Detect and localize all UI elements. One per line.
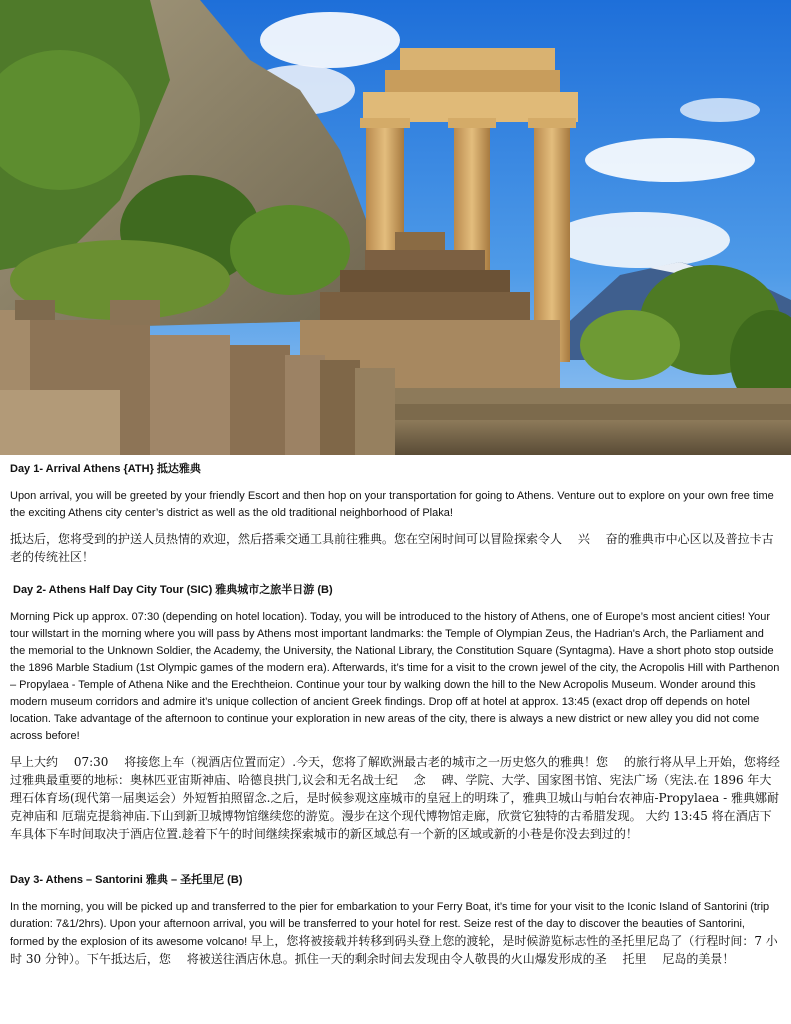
day-3-section	[10, 873, 782, 969]
day-1-title: Day 1- Arrival Athens {ATH} 抵达雅典	[10, 463, 201, 475]
day-3-title: Day 3- Athens – Santorini 雅典 – 圣托里尼 (B)	[10, 874, 243, 886]
day-1-english-text: Upon arrival, you will be greeted by your friendly Escort and then hop on your transportation for going to Athens. Venture out to explore on your own free time the exciting Athens city center’s district as well as the old traditional neighborhood of Plaka!	[10, 490, 774, 519]
day-2-chinese-text: 早上大约 07:30 将接您上车（视酒店位置而定）.今天，您将了解欧洲最古老的城市之一历史悠久的雅典！您 的旅行将从早上开始，您将经过雅典最重要的地标：奥林匹亚宙斯神庙、哈德良拱门,议会和无名战士纪 念 碑、学院、大学、国家图书馆、宪法广场（宪法.在 1896 年大理石体育场(现代第一届奥运会）外短暂拍照留念.之后，是时候参观这座城市的皇冠上的明珠了，雅典卫城山与帕台农神庙-Propylaea - 雅典娜耐克神庙和 厄瑞克提翁神庙.下山到新卫城博物馆继续您的游览。漫步在这个现代博物馆走廊，欣赏它独特的古希腊发现。 大约 13:45 将在酒店下车具体下车时间取决于酒店位置.趁着下午的时间继续探索城市的新区域总有一个新的区域或新的小巷是你没去到过的！	[10, 755, 780, 841]
day-3-chinese-text: 早上，您将被接载并转移到码头登上您的渡轮，是时候游览标志性的圣托里尼岛了（行程时间：7 小时 30 分钟）。下午抵达后，您 将被送往酒店休息。抓住一天的剩余时间去发现由令人敬畏的火山爆发形成的圣 托里 尼岛的美景！	[10, 934, 778, 966]
itinerary	[10, 458, 782, 969]
day-1-section	[10, 462, 782, 566]
hero-photo	[0, 0, 791, 455]
day-1-chinese-text: 抵达后，您将受到的护送人员热情的欢迎，然后搭乘交通工具前往雅典。您在空闲时间可以冒险探索令人 兴 奋的雅典市中心区以及普拉卡古老的传统社区！	[10, 532, 774, 564]
day-3-english-text: In the morning, you will be picked up and transferred to the pier for embarkation to your Ferry Boat, it’s time for your visit to the Iconic Island of Santorini (trip duration: 7&1/2hrs). Upon your afternoon arrival, you will be transferred to your hotel for rest. Seize rest of the day to discover the beauties of Santorini, formed by the explosion of its awesome volcano!	[10, 901, 770, 948]
day-2-section	[10, 583, 782, 843]
day-2-title: Day 2- Athens Half Day City Tour (SIC) 雅典城市之旅半日游 (B)	[13, 584, 333, 596]
day-3-text	[10, 899, 782, 969]
temple-of-athena-pronaia-photo	[0, 0, 791, 455]
day-2-english-text: Morning Pick up approx. 07:30 (depending on hotel location). Today, you will be introduced to the history of Athens, one of Europe’s most ancient cities! Your tour willstart in the morning where you will pass by Athens most important landmarks: the Temple of Olympian Zeus, the Hadrian's Arch, the Parliament and the memorial to the Unknown Soldier, the Academy, the University, the National Library, the Constitution Square (Syntagma). Have a short photo stop outside the 1896 Marble Stadium (1st Olympic games of the modern era). Afterwards, it’s time for a visit to the crown jewel of the city, the Acropolis Hill with Parthenon – Propylaea - Temple of Athena Nike and the Erechtheion. Continue your tour by walking down the hill to the New Acropolis Museum. Wonder around this modern museum corridors and admire it’s unique collection of ancient Greek findings. Drop off at hotel at approx. 13:45 (exact drop off depends on hotel location. Take advantage of the afternoon to continue your exploration in new areas of the city, there is always a new district or new alley you did not come across before!	[10, 611, 780, 742]
